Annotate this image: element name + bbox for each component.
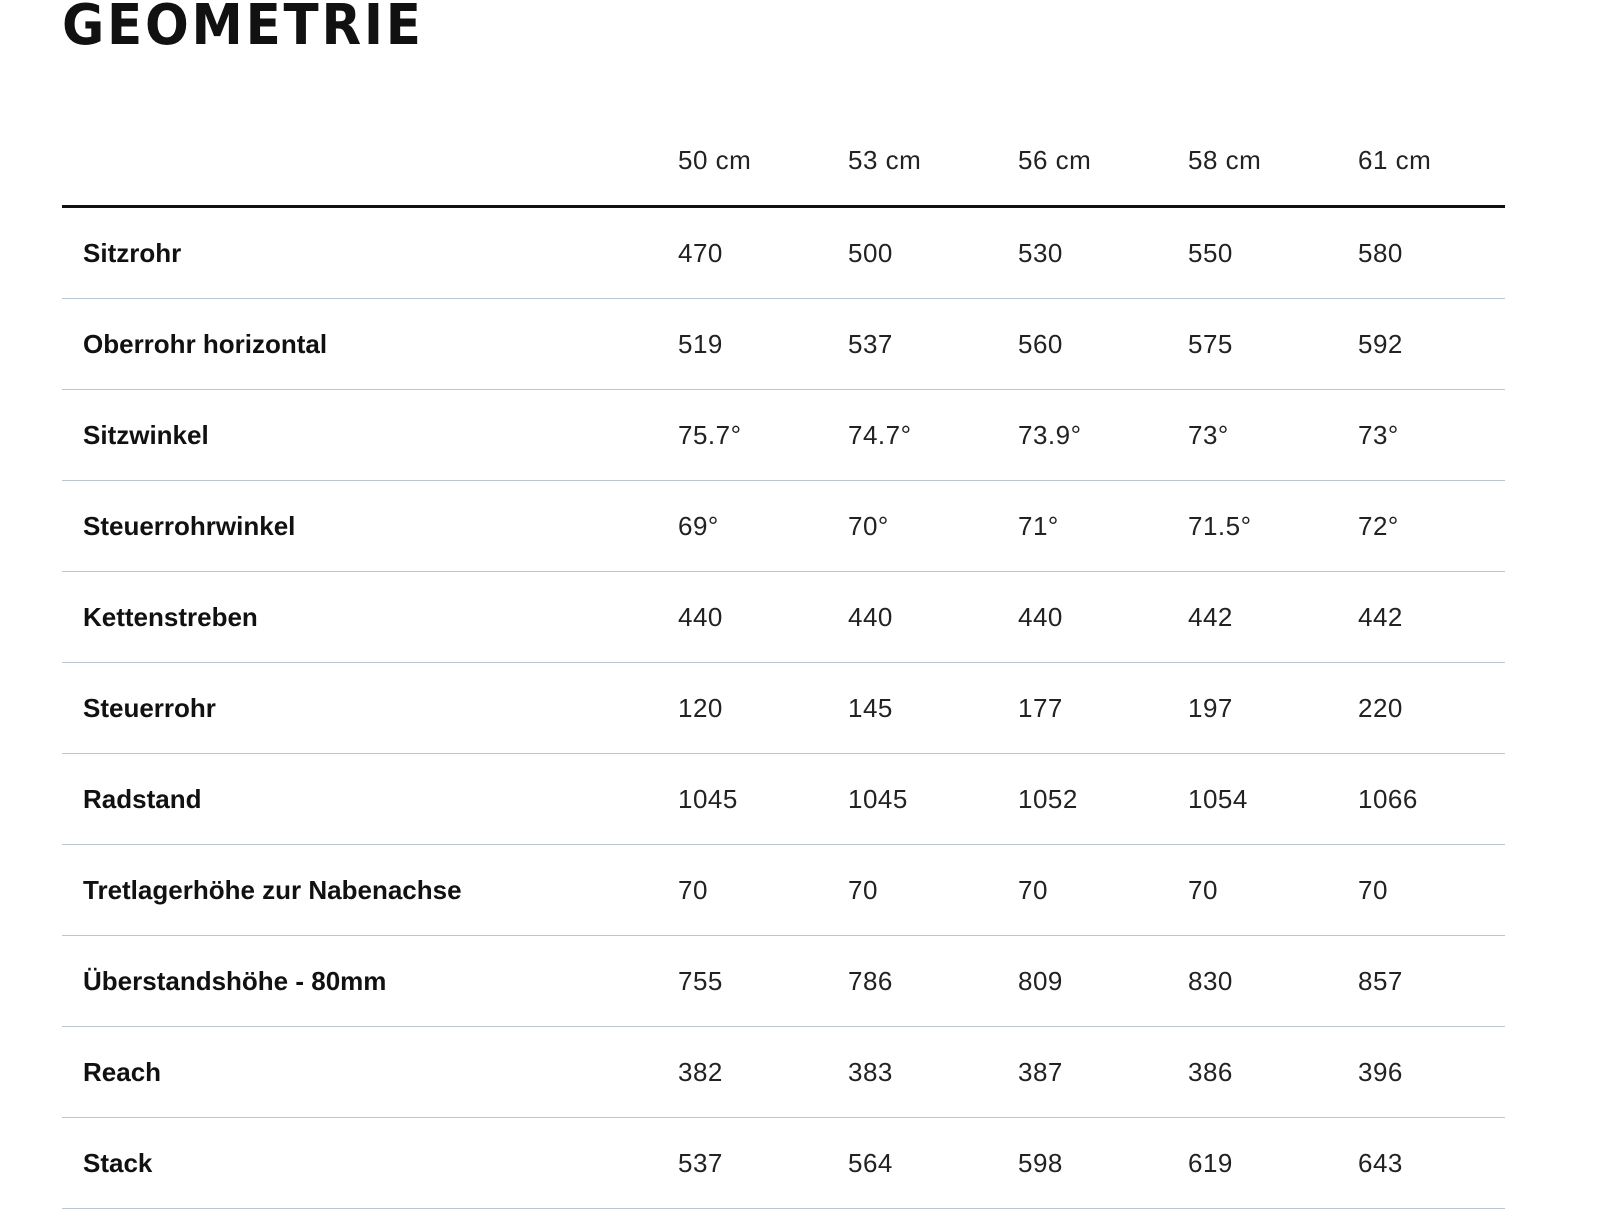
header-size-56: 56 cm — [1018, 115, 1188, 207]
table-cell: 74.7° — [848, 390, 1018, 481]
table-cell: 387 — [1018, 1027, 1188, 1118]
table-cell: 440 — [1018, 572, 1188, 663]
table-row — [62, 1027, 1505, 1118]
table-row — [62, 936, 1505, 1027]
table-cell: 550 — [1188, 207, 1358, 299]
table-cell: 396 — [1358, 1027, 1505, 1118]
header-size-58: 58 cm — [1188, 115, 1358, 207]
header-size-61: 61 cm — [1358, 115, 1505, 207]
table-cell: 1045 — [678, 754, 848, 845]
table-cell: 145 — [848, 663, 1018, 754]
table-cell: 564 — [848, 1118, 1018, 1209]
table-cell: 440 — [848, 572, 1018, 663]
table-row — [62, 481, 1505, 572]
table-cell: 470 — [678, 207, 848, 299]
table-cell: 580 — [1358, 207, 1505, 299]
table-cell: 560 — [1018, 299, 1188, 390]
table-row — [62, 207, 1505, 299]
row-label: Radstand — [62, 754, 678, 845]
row-label: Steuerrohrwinkel — [62, 481, 678, 572]
table-cell: 537 — [848, 299, 1018, 390]
table-cell: 70° — [848, 481, 1018, 572]
table-cell: 120 — [678, 663, 848, 754]
table-cell: 70 — [1188, 845, 1358, 936]
row-label: Steuerrohr — [62, 663, 678, 754]
table-cell: 71.5° — [1188, 481, 1358, 572]
table-cell: 73.9° — [1018, 390, 1188, 481]
table-cell: 1052 — [1018, 754, 1188, 845]
table-cell: 197 — [1188, 663, 1358, 754]
row-label: Sitzrohr — [62, 207, 678, 299]
table-row — [62, 299, 1505, 390]
table-cell: 383 — [848, 1027, 1018, 1118]
geometry-table — [62, 115, 1505, 1209]
table-cell: 598 — [1018, 1118, 1188, 1209]
row-label: Kettenstreben — [62, 572, 678, 663]
table-cell: 857 — [1358, 936, 1505, 1027]
row-label: Reach — [62, 1027, 678, 1118]
table-row — [62, 845, 1505, 936]
table-row — [62, 754, 1505, 845]
row-label: Stack — [62, 1118, 678, 1209]
table-cell: 72° — [1358, 481, 1505, 572]
table-cell: 70 — [1358, 845, 1505, 936]
table-cell: 382 — [678, 1027, 848, 1118]
header-size-50: 50 cm — [678, 115, 848, 207]
table-cell: 530 — [1018, 207, 1188, 299]
table-cell: 69° — [678, 481, 848, 572]
table-cell: 73° — [1358, 390, 1505, 481]
table-cell: 220 — [1358, 663, 1505, 754]
table-cell: 70 — [1018, 845, 1188, 936]
row-label: Sitzwinkel — [62, 390, 678, 481]
table-cell: 1045 — [848, 754, 1018, 845]
table-cell: 786 — [848, 936, 1018, 1027]
table-cell: 177 — [1018, 663, 1188, 754]
table-cell: 71° — [1018, 481, 1188, 572]
table-header-row — [62, 115, 1505, 207]
geometry-table-container — [62, 115, 1505, 1209]
header-empty-cell — [62, 115, 678, 207]
table-cell: 537 — [678, 1118, 848, 1209]
row-label: Oberrohr horizontal — [62, 299, 678, 390]
table-row — [62, 572, 1505, 663]
table-cell: 830 — [1188, 936, 1358, 1027]
table-row — [62, 390, 1505, 481]
table-cell: 442 — [1358, 572, 1505, 663]
table-cell: 809 — [1018, 936, 1188, 1027]
table-cell: 75.7° — [678, 390, 848, 481]
table-body — [62, 207, 1505, 1209]
row-label: Überstandshöhe - 80mm — [62, 936, 678, 1027]
table-row — [62, 663, 1505, 754]
table-cell: 442 — [1188, 572, 1358, 663]
row-label: Tretlagerhöhe zur Nabenachse — [62, 845, 678, 936]
header-size-53: 53 cm — [848, 115, 1018, 207]
table-cell: 500 — [848, 207, 1018, 299]
table-cell: 70 — [848, 845, 1018, 936]
page-title: GEOMETRIE — [62, 0, 424, 58]
table-cell: 440 — [678, 572, 848, 663]
table-cell: 643 — [1358, 1118, 1505, 1209]
table-cell: 1054 — [1188, 754, 1358, 845]
table-cell: 755 — [678, 936, 848, 1027]
table-cell: 519 — [678, 299, 848, 390]
table-cell: 70 — [678, 845, 848, 936]
table-cell: 73° — [1188, 390, 1358, 481]
table-cell: 386 — [1188, 1027, 1358, 1118]
table-cell: 1066 — [1358, 754, 1505, 845]
table-row — [62, 1118, 1505, 1209]
table-cell: 575 — [1188, 299, 1358, 390]
table-cell: 592 — [1358, 299, 1505, 390]
table-cell: 619 — [1188, 1118, 1358, 1209]
